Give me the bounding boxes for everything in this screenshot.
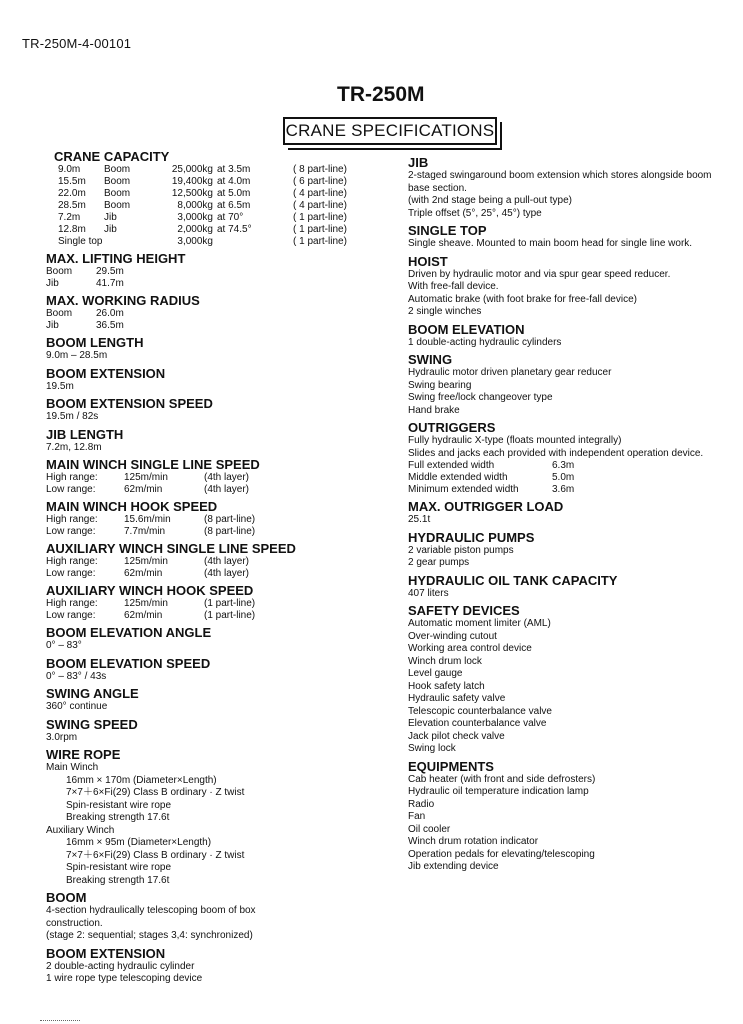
list-item: Swing bearing <box>408 379 472 391</box>
section-heading: JIB <box>408 155 429 170</box>
section-outriggers <box>408 420 728 496</box>
section-lifting-height <box>46 251 376 290</box>
list-item: Level gauge <box>408 668 463 679</box>
section-main-winch-single <box>46 457 376 496</box>
table-cell: at 74.5° <box>217 224 252 235</box>
list-item: 2 double-acting hydraulic cylinder <box>46 960 195 972</box>
list-item: 1 wire rope type telescoping device <box>46 973 203 984</box>
section-value: 7.2m, 12.8m <box>46 441 102 453</box>
list-item: Winch drum lock <box>408 655 482 667</box>
table-cell <box>217 236 293 248</box>
table-cell: Jib <box>104 224 117 235</box>
list-item: High range: 125m/min (4th layer) <box>46 472 250 483</box>
section-wire-rope <box>46 747 376 887</box>
table-cell: at 70° <box>217 212 244 223</box>
list-item: Single sheave. Mounted to main boom head for single line work. <box>408 238 693 249</box>
list-item: Hydraulic oil temperature indication lamp <box>408 786 589 797</box>
section-aux-winch-hook <box>46 583 376 622</box>
table-cell: 3,000kg <box>177 236 213 247</box>
list-item: Triple offset (5°, 25°, 45°) type <box>408 207 542 219</box>
list-item: 25.1t <box>408 514 431 525</box>
capacity-table <box>46 164 376 248</box>
table-cell: 8,000kg <box>177 200 213 211</box>
section-heading: OUTRIGGERS <box>408 420 496 435</box>
section-boom <box>46 890 376 943</box>
section-heading: BOOM ELEVATION <box>408 321 525 337</box>
section-heading: SWING SPEED <box>46 716 138 732</box>
section-jib <box>408 155 728 220</box>
table-row <box>58 176 376 188</box>
list-item: Over-winding cutout <box>408 630 497 642</box>
table-cell <box>104 236 158 248</box>
list-item: 16mm × 170m (Diameter×Length) <box>66 774 217 786</box>
section-heading: MAIN WINCH HOOK SPEED <box>46 499 218 514</box>
section-heading: HYDRAULIC OIL TANK CAPACITY <box>408 572 618 588</box>
list-item: Elevation counterbalance valve <box>408 718 547 729</box>
section-boom-extension-2 <box>46 946 376 986</box>
section-jib-length <box>46 427 376 455</box>
table-cell: ( 6 part-line) <box>293 176 347 187</box>
list-item: High range: 15.6m/min (8 part-line) <box>46 514 256 525</box>
table-cell: Single top <box>58 236 103 247</box>
list-item: Jib 36.5m <box>46 320 124 331</box>
table-cell: Boom <box>104 200 131 211</box>
wire-rope-main-label: Main Winch <box>46 762 99 773</box>
list-item: 7×7＋6×Fi(29) Class B ordinary · Z twist <box>66 849 245 861</box>
section-crane-capacity <box>46 149 376 248</box>
section-elevation-speed <box>46 656 376 684</box>
list-item: Middle extended width 5.0m <box>408 472 575 483</box>
list-item: Oil cooler <box>408 823 451 835</box>
section-heading: CRANE CAPACITY <box>54 149 170 164</box>
right-column <box>408 147 728 874</box>
list-item: 2 single winches <box>408 306 482 317</box>
section-boom-length <box>46 335 376 363</box>
list-item: Boom 29.5m <box>46 266 124 277</box>
section-boom-extension <box>46 366 376 394</box>
list-item: Boom 26.0m <box>46 308 124 319</box>
table-cell: ( 4 part-line) <box>293 188 347 199</box>
list-item: Fully hydraulic X-type (floats mounted integrally) <box>408 435 622 446</box>
table-cell: ( 8 part-line) <box>293 164 347 175</box>
scan-speckle <box>40 1016 80 1021</box>
section-elevation-angle <box>46 625 376 653</box>
list-item: 1 double-acting hydraulic cylinders <box>408 336 562 348</box>
list-item: 407 liters <box>408 587 449 599</box>
table-cell: 15.5m <box>58 176 86 187</box>
section-heading: BOOM <box>46 890 87 905</box>
list-item: Hand brake <box>408 404 460 416</box>
list-item: 16mm × 95m (Diameter×Length) <box>66 837 212 848</box>
list-item: Low range: 62m/min (4th layer) <box>46 568 250 579</box>
section-hydraulic-pumps <box>408 530 728 570</box>
list-item: Spin-resistant wire rope <box>66 862 172 873</box>
section-equipments <box>408 759 728 874</box>
table-row <box>58 200 376 212</box>
table-cell: Boom <box>104 164 131 175</box>
section-value: 0° – 83° / 43s <box>46 670 107 682</box>
section-value: 3.0rpm <box>46 731 78 743</box>
list-item: Winch drum rotation indicator <box>408 836 539 847</box>
section-aux-winch-single <box>46 541 376 580</box>
section-value: 19.5m <box>46 380 74 392</box>
list-item: Low range: 62m/min (1 part-line) <box>46 610 256 621</box>
list-item: Full extended width 6.3m <box>408 460 575 471</box>
table-cell: ( 1 part-line) <box>293 236 347 247</box>
table-cell: 2,000kg <box>177 224 213 235</box>
table-cell: at 3.5m <box>217 164 251 175</box>
list-item: 2-staged swingaround boom extension which stores alongside boom base section. <box>408 170 712 194</box>
table-row <box>58 212 376 224</box>
document-id: TR-250M-4-00101 <box>22 36 132 51</box>
section-heading: MAX. WORKING RADIUS <box>46 293 200 308</box>
list-item: Hook safety latch <box>408 680 485 692</box>
table-row <box>58 224 376 236</box>
list-item: Jib extending device <box>408 861 499 872</box>
list-item: 7×7＋6×Fi(29) Class B ordinary · Z twist <box>66 787 245 798</box>
section-safety-devices <box>408 603 728 756</box>
section-swing <box>408 352 728 417</box>
list-item: 2 gear pumps <box>408 557 470 568</box>
table-row <box>58 164 376 176</box>
section-hoist <box>408 254 728 319</box>
section-single-top <box>408 223 728 251</box>
list-item: Swing lock <box>408 743 456 754</box>
section-heading: SWING <box>408 352 453 367</box>
list-item: Spin-resistant wire rope <box>66 799 172 811</box>
table-cell: at 6.5m <box>217 200 251 211</box>
list-item: Breaking strength 17.6t <box>66 812 170 823</box>
table-cell: Boom <box>104 188 131 199</box>
left-column <box>46 147 376 986</box>
section-swing-speed <box>46 717 376 745</box>
section-heading: AUXILIARY WINCH HOOK SPEED <box>46 583 254 598</box>
list-item: Automatic moment limiter (AML) <box>408 618 551 629</box>
table-row <box>58 188 376 200</box>
list-item: Minimum extended width 3.6m <box>408 484 575 495</box>
table-cell: Boom <box>104 176 131 187</box>
section-heading: MAIN WINCH SINGLE LINE SPEED <box>46 457 260 472</box>
section-heading: MAX. LIFTING HEIGHT <box>46 251 186 266</box>
section-swing-angle <box>46 686 376 714</box>
section-heading: BOOM LENGTH <box>46 335 144 350</box>
section-main-winch-hook <box>46 499 376 538</box>
list-item: (with 2nd stage being a pull-out type) <box>408 195 572 206</box>
list-item: Swing free/lock changeover type <box>408 392 553 403</box>
list-item: Working area control device <box>408 643 532 654</box>
table-cell: ( 4 part-line) <box>293 200 347 211</box>
table-cell: Jib <box>104 212 117 223</box>
wire-rope-aux-label: Auxiliary Winch <box>46 824 115 836</box>
table-cell: at 5.0m <box>217 188 251 199</box>
table-cell: at 4.0m <box>217 176 251 187</box>
list-item: With free-fall device. <box>408 281 499 292</box>
section-heading: WIRE ROPE <box>46 747 121 762</box>
section-heading: HYDRAULIC PUMPS <box>408 529 535 545</box>
section-oil-tank <box>408 573 728 601</box>
section-boom-elevation <box>408 322 728 350</box>
list-item: Jib 41.7m <box>46 278 124 289</box>
list-item: High range: 125m/min (4th layer) <box>46 556 250 567</box>
section-heading: SWING ANGLE <box>46 686 139 701</box>
table-cell: 28.5m <box>58 200 86 211</box>
list-item: Low range: 62m/min (4th layer) <box>46 484 250 495</box>
section-heading: EQUIPMENTS <box>408 758 494 774</box>
list-item: Slides and jacks each provided with independent operation device. <box>408 447 704 459</box>
list-item: (stage 2: sequential; stages 3,4: synchronized) <box>46 930 253 941</box>
section-value: 360° continue <box>46 701 108 712</box>
list-item: Radio <box>408 798 435 810</box>
section-boom-extension-speed <box>46 396 376 424</box>
list-item: Driven by hydraulic motor and via spur gear speed reducer. <box>408 268 671 280</box>
section-heading: HOIST <box>408 253 448 269</box>
list-item: Operation pedals for elevating/telescoping <box>408 848 595 860</box>
section-heading: SINGLE TOP <box>408 223 487 238</box>
table-cell: ( 1 part-line) <box>293 224 347 235</box>
section-heading: BOOM EXTENSION <box>46 945 166 961</box>
list-item: Hydraulic safety valve <box>408 693 506 704</box>
list-item: 4-section hydraulically telescoping boom of box construction. <box>46 905 256 929</box>
section-heading: BOOM EXTENSION <box>46 365 166 381</box>
list-item: Fan <box>408 811 426 822</box>
table-cell: 3,000kg <box>177 212 213 223</box>
section-heading: BOOM ELEVATION ANGLE <box>46 625 212 640</box>
section-heading: JIB LENGTH <box>46 426 124 442</box>
table-cell: 22.0m <box>58 188 86 199</box>
table-cell: 9.0m <box>58 164 81 175</box>
list-item: Hydraulic motor driven planetary gear reducer <box>408 367 612 378</box>
list-item: Cab heater (with front and side defrosters) <box>408 773 596 785</box>
table-cell: 12.8m <box>58 224 86 235</box>
list-item: Automatic brake (with foot brake for free-fall device) <box>408 293 637 305</box>
list-item: Jack pilot check valve <box>408 730 505 742</box>
list-item: Telescopic counterbalance valve <box>408 705 552 717</box>
table-cell: 7.2m <box>58 212 81 223</box>
list-item: 2 variable piston pumps <box>408 544 514 556</box>
section-working-radius <box>46 293 376 332</box>
section-heading: BOOM ELEVATION SPEED <box>46 655 211 671</box>
table-cell: 12,500kg <box>171 188 213 199</box>
section-heading: BOOM EXTENSION SPEED <box>46 396 213 411</box>
list-item: Breaking strength 17.6t <box>66 874 170 886</box>
list-item: Low range: 7.7m/min (8 part-line) <box>46 526 256 537</box>
section-heading: MAX. OUTRIGGER LOAD <box>408 499 564 514</box>
model-title: TR-250M <box>337 83 425 106</box>
section-outrigger-load <box>408 499 728 527</box>
section-value: 9.0m – 28.5m <box>46 350 108 361</box>
table-cell: ( 1 part-line) <box>293 212 347 223</box>
spec-title: CRANE SPECIFICATIONS <box>283 117 497 145</box>
section-value: 19.5m / 82s <box>46 411 99 422</box>
table-row <box>58 236 376 248</box>
list-item: High range: 125m/min (1 part-line) <box>46 598 256 609</box>
table-cell: 25,000kg <box>171 164 213 175</box>
section-heading: AUXILIARY WINCH SINGLE LINE SPEED <box>46 541 296 556</box>
section-heading: SAFETY DEVICES <box>408 603 520 618</box>
table-cell: 19,400kg <box>171 176 213 187</box>
section-value: 0° – 83° <box>46 640 82 651</box>
